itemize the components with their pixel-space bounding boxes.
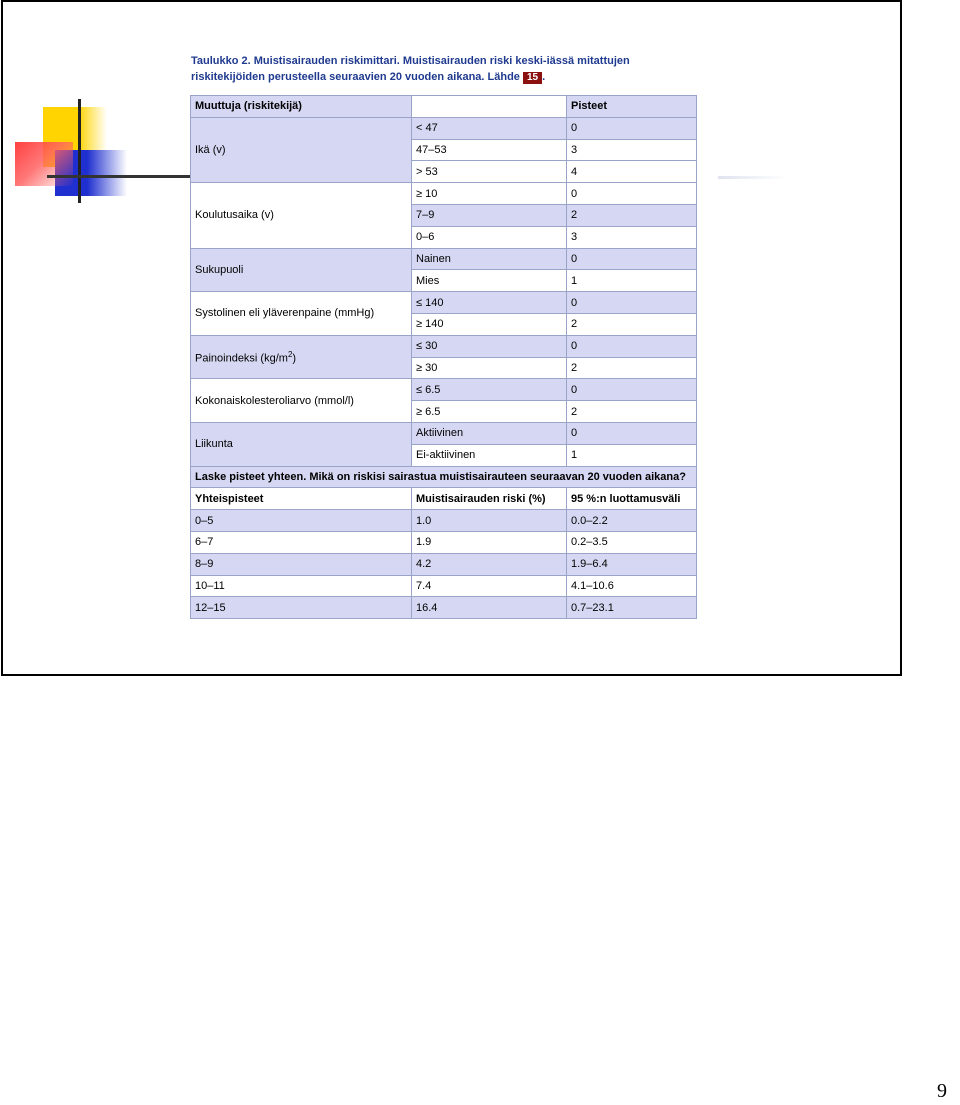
table-row: ≥ 6.5 2	[191, 401, 697, 423]
sum-points-prompt: Laske pisteet yhteen. Mikä on riskisi sairastua muistisairauteen seuraavan 20 vuoden aikana?	[191, 466, 697, 488]
slide-frame	[1, 0, 902, 676]
header-total-points: Yhteispisteet	[191, 488, 412, 510]
result-row: 8–9 4.2 1.9–6.4	[191, 553, 697, 575]
variable-age: Ikä (v)	[191, 117, 412, 182]
table-row: 0–6 3	[191, 226, 697, 248]
header-points: Pisteet	[567, 96, 697, 118]
risk-table	[190, 95, 697, 619]
table-row: Painoindeksi $(kg/m^2)$ ≤ 30 0	[191, 335, 697, 357]
header-confidence-interval: 95 %:n luottamusväli	[567, 488, 697, 510]
page-number: 9	[937, 1080, 947, 1102]
table-row: ≥ 140 2	[191, 313, 697, 335]
result-row: 6–7 1.9 0.2–3.5	[191, 531, 697, 553]
result-row: 12–15 16.4 0.7–23.1	[191, 597, 697, 619]
result-header-row	[191, 488, 697, 510]
variable-systolic: Systolinen eli yläverenpaine (mmHg)	[191, 292, 412, 336]
table-caption: Taulukko 2. Muistisairauden riskimittari. Muistisairauden riski keski-iässä mitattujen riskitekijöiden perusteella seuraavien 20 vuoden aikana. Lähde 15 .	[191, 55, 630, 83]
table-row: 7–9 2	[191, 204, 697, 226]
table-row: ≥ 30 2	[191, 357, 697, 379]
table-row: 47–53 3	[191, 139, 697, 161]
table-row: Kokonaiskolesteroliarvo (mmol/l) ≤ 6.5 0	[191, 379, 697, 401]
prompt-row	[191, 466, 697, 488]
source-reference-badge[interactable]: 15	[523, 72, 542, 84]
table-header-row	[191, 96, 697, 118]
header-risk-percent: Muistisairauden riski (%)	[412, 488, 567, 510]
table-row: Ei-aktiivinen 1	[191, 444, 697, 466]
table-row: Koulutusaika (v) ≥ 10 0	[191, 183, 697, 205]
table-row: Systolinen eli yläverenpaine (mmHg) ≤ 140 0	[191, 292, 697, 314]
table-row: > 53 4	[191, 161, 697, 183]
variable-bmi: Painoindeksi $(kg/m^2)$	[191, 335, 412, 379]
variable-exercise: Liikunta	[191, 422, 412, 466]
table-row: Liikunta Aktiivinen 0	[191, 422, 697, 444]
header-variable: Muuttuja (riskitekijä)	[191, 96, 412, 118]
variable-cholesterol: Kokonaiskolesteroliarvo (mmol/l)	[191, 379, 412, 423]
variable-education: Koulutusaika (v)	[191, 183, 412, 248]
table-row: Mies 1	[191, 270, 697, 292]
table-row: Ikä (v) < 47 0	[191, 117, 697, 139]
result-row: 0–5 1.0 0.0–2.2	[191, 510, 697, 532]
header-empty	[412, 96, 567, 118]
variable-sex: Sukupuoli	[191, 248, 412, 292]
result-row: 10–11 7.4 4.1–10.6	[191, 575, 697, 597]
table-row: Sukupuoli Nainen 0	[191, 248, 697, 270]
